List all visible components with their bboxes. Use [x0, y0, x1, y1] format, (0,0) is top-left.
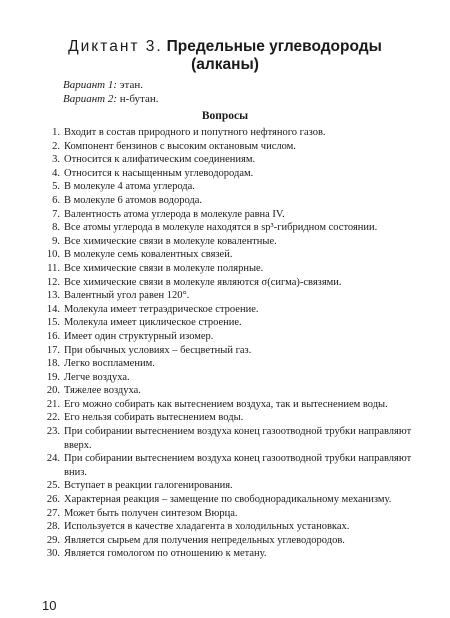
question-number: 10.	[46, 249, 60, 261]
question-text: Используется в качестве хладагента в холодильных установках.	[64, 521, 350, 533]
question-number: 22.	[46, 412, 60, 424]
question-item	[30, 126, 425, 140]
question-number: 12.	[46, 276, 60, 288]
question-item	[30, 316, 425, 330]
question-text: Легко воспламеним.	[64, 358, 155, 370]
question-text: Молекула имеет тетраэдрическое строение.	[64, 303, 259, 315]
question-text: Компонент бензинов с высоким октановым числом.	[64, 140, 296, 152]
question-text: При обычных условиях – бесцветный газ.	[64, 344, 252, 356]
question-text: Валентный угол равен 120°.	[64, 290, 190, 302]
question-number: 2.	[52, 140, 60, 152]
question-item	[30, 167, 425, 181]
question-text: Может быть получен синтезом Вюрца.	[64, 507, 238, 519]
question-text: При собирании вытеснением воздуха конец газоотводной трубки направляют вверх.	[64, 426, 412, 451]
question-item	[30, 507, 425, 521]
question-number: 16.	[46, 330, 60, 342]
question-text: В молекуле семь ковалентных связей.	[64, 249, 233, 261]
question-number: 4.	[52, 167, 60, 179]
question-number: 1.	[52, 127, 60, 138]
question-text: Все химические связи в молекуле ковалентные.	[64, 235, 277, 247]
variant-text: этан.	[119, 79, 143, 91]
question-number: 19.	[46, 371, 60, 383]
question-number: 21.	[46, 398, 60, 410]
question-number: 30.	[46, 548, 60, 560]
question-item	[30, 221, 425, 235]
question-item	[30, 303, 425, 317]
question-number: 28.	[46, 521, 60, 533]
variant-text: н-бутан.	[119, 93, 159, 105]
question-item	[30, 248, 425, 262]
question-text: Является гомологом по отношению к метану.	[64, 548, 267, 560]
question-number: 24.	[46, 453, 60, 465]
title-main: Предельные углеводороды	[166, 38, 382, 55]
question-text: Является сырьем для получения непредельных углеводородов.	[64, 534, 345, 546]
question-number: 3.	[52, 154, 60, 166]
question-number: 18.	[46, 358, 60, 370]
question-number: 11.	[47, 262, 60, 274]
question-text: В молекуле 4 атома углерода.	[64, 181, 195, 193]
title-line-1	[40, 38, 410, 56]
question-text: В молекуле 6 атомов водорода.	[64, 194, 203, 206]
question-number: 20.	[46, 385, 60, 397]
question-text: Все химические связи в молекуле являются σ(сигма)-связями.	[64, 276, 342, 288]
question-number: 13.	[46, 290, 60, 302]
question-item	[30, 479, 425, 493]
question-number: 9.	[52, 235, 60, 247]
question-text: Относится к насыщенным углеводородам.	[64, 167, 254, 179]
page-number: 10	[42, 598, 57, 613]
title-prefix: Диктант 3.	[68, 38, 163, 55]
question-text: Его нельзя собирать вытеснением воды.	[64, 412, 244, 424]
question-item	[30, 547, 425, 561]
questions-heading: Вопросы	[201, 110, 249, 122]
question-number: 15.	[46, 317, 60, 329]
question-text: Все химические связи в молекуле полярные.	[64, 262, 264, 274]
question-item	[30, 180, 425, 194]
question-number: 8.	[52, 222, 60, 234]
question-item	[30, 330, 425, 344]
variant-label: Вариант 2:	[63, 93, 118, 105]
question-number: 14.	[46, 303, 60, 315]
question-text: Его можно собирать как вытеснением воздуха, так и вытеснением воды.	[64, 398, 388, 410]
question-number: 6.	[52, 194, 60, 206]
question-item	[30, 276, 425, 290]
question-text: При собирании вытеснением воздуха конец газоотводной трубки направляют вниз.	[64, 453, 412, 478]
question-number: 27.	[46, 507, 60, 519]
question-number: 25.	[46, 480, 60, 492]
question-item	[30, 357, 425, 371]
question-item	[30, 520, 425, 534]
question-item	[30, 411, 425, 425]
question-number: 26.	[46, 494, 60, 506]
question-item	[30, 398, 425, 412]
question-text: Легче воздуха.	[64, 371, 130, 383]
question-item	[30, 235, 425, 249]
question-item	[30, 384, 425, 398]
question-text: Относится к алифатическим соединениям.	[64, 154, 256, 166]
question-text: Валентность атома углерода в молекуле равна IV.	[64, 208, 285, 220]
variant-line	[63, 92, 159, 106]
question-number: 5.	[52, 181, 60, 193]
question-item	[30, 425, 425, 452]
question-number: 7.	[52, 208, 60, 220]
question-item	[30, 289, 425, 303]
question-item	[30, 140, 425, 154]
questions-list	[30, 126, 425, 561]
question-text: Имеет один структурный изомер.	[64, 330, 214, 342]
question-number: 23.	[46, 426, 60, 438]
question-item	[30, 153, 425, 167]
question-item	[30, 493, 425, 507]
question-number: 17.	[46, 344, 60, 356]
question-text: Вступает в реакции галогенирования.	[64, 480, 233, 492]
variant-line	[63, 78, 159, 92]
question-item	[30, 262, 425, 276]
question-item	[30, 194, 425, 208]
question-text: Все атомы углерода в молекуле находятся в sp³-гибридном состоянии.	[64, 222, 378, 234]
question-text: Характерная реакция – замещение по свободнорадикальному механизму.	[64, 494, 392, 506]
question-text: Тяжелее воздуха.	[64, 385, 141, 397]
question-item	[30, 208, 425, 222]
question-text: Входит в состав природного и попутного нефтяного газов.	[64, 127, 326, 138]
title-subtitle: (алканы)	[191, 56, 259, 73]
question-item	[30, 371, 425, 385]
variants-block	[63, 78, 159, 106]
dictation-title	[40, 38, 410, 74]
question-item	[30, 452, 425, 479]
question-item	[30, 534, 425, 548]
variant-label: Вариант 1:	[63, 79, 118, 91]
question-item	[30, 344, 425, 358]
question-number: 29.	[46, 534, 60, 546]
question-text: Молекула имеет циклическое строение.	[64, 317, 242, 329]
